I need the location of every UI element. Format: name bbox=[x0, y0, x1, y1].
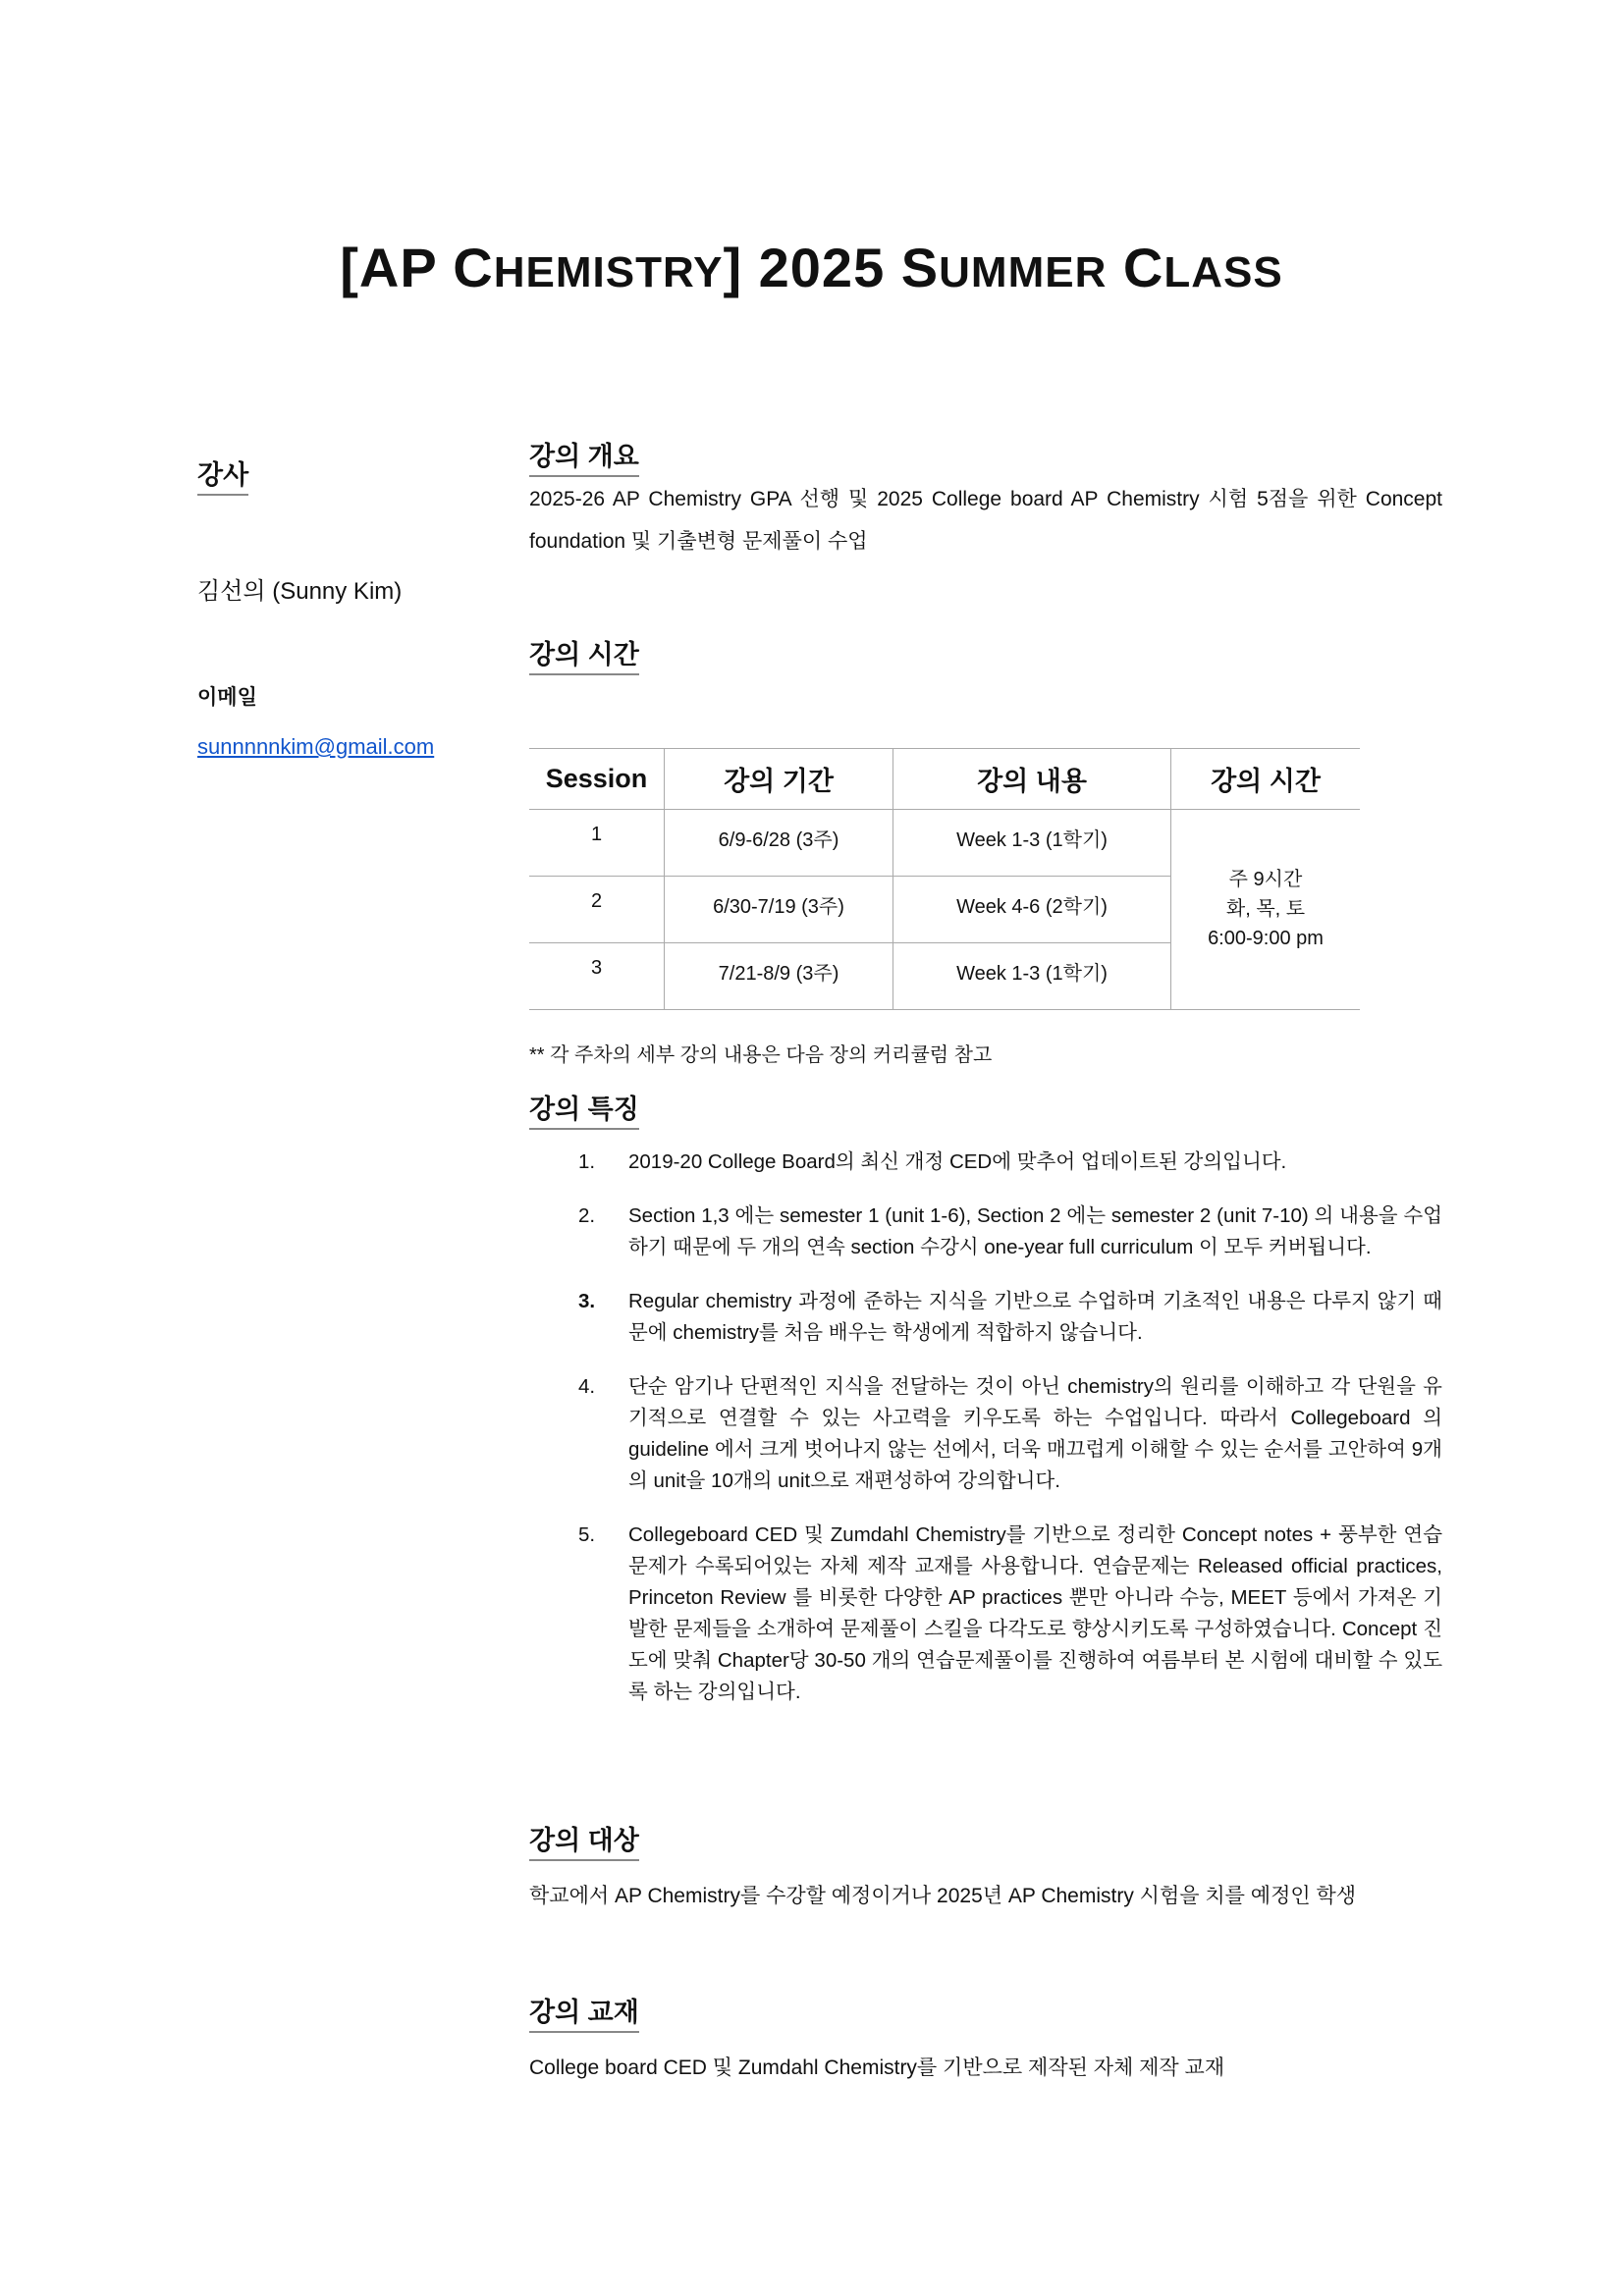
list-item: 4. 단순 암기나 단편적인 지식을 전달하는 것이 아닌 chemistry의 원리를 이해하고 각 단원을 유기적으로 연결할 수 있는 사고력을 키우도록 하는 수업입니다. 따라서 Collegeboard 의 guideline 에서 크게 벗어나지 않는 선에서, 더욱 매끄럽게 이해할 수 있는 순서를 고안하여 9개의 unit을 10개의 unit으로 재편성하여 강의합니다. bbox=[578, 1375, 1442, 1492]
schedule-table bbox=[529, 748, 1360, 1010]
session-cell: 3 bbox=[529, 943, 665, 1010]
session-cell: 2 bbox=[529, 877, 665, 943]
col-content: 강의 내용 bbox=[893, 749, 1171, 810]
features-list bbox=[529, 1147, 1442, 1731]
features-heading: 강의 특징 bbox=[529, 1088, 639, 1126]
time-range: 6:00-9:00 pm bbox=[1208, 928, 1324, 949]
table-header-row bbox=[529, 749, 1360, 810]
schedule-heading: 강의 시간 bbox=[529, 633, 639, 671]
period-cell: 6/9-6/28 (3주) bbox=[665, 810, 893, 877]
table-row bbox=[529, 810, 1360, 877]
page-title: [AP CHEMISTRY] 2025 SUMMER CLASS bbox=[340, 237, 1283, 298]
session-cell: 1 bbox=[529, 810, 665, 877]
list-item: 5. Collegeboard CED 및 Zumdahl Chemistry를 기반으로 정리한 Concept notes + 풍부한 연습문제가 수록되어있는 자체 제작 교재를 사용합니다. 연습문제는 Released official practices, Princeton Review 를 비롯한 다양한 AP practices 뿐만 아니라 수능, MEET 등에서 가져온 기발한 문제들을 소개하여 문제풀이 스킬을 다각도로 향상시키도록 구성하였습니다. Concept 진도에 맞춰 Chapter당 30-50 개의 연습문제풀이를 진행하여 여름부터 본 시험에 대비할 수 있도록 하는 강의입니다. bbox=[578, 1523, 1442, 1703]
time-days: 화, 목, 토 bbox=[1225, 898, 1306, 920]
period-cell: 6/30-7/19 (3주) bbox=[665, 877, 893, 943]
col-period: 강의 기간 bbox=[665, 749, 893, 810]
instructor-heading: 강사 bbox=[197, 454, 248, 492]
overview-text: 2025-26 AP Chemistry GPA 선행 및 2025 College board AP Chemistry 시험 5점을 위한 Concept foundation 및 기출변형 문제풀이 수업 bbox=[529, 488, 1442, 553]
period-cell: 7/21-8/9 (3주) bbox=[665, 943, 893, 1010]
email-label: 이메일 bbox=[197, 686, 257, 709]
textbook-text: College board CED 및 Zumdahl Chemistry를 기반으로 제작된 자체 제작 교재 bbox=[529, 2056, 1225, 2079]
time-cell bbox=[1171, 810, 1361, 1010]
target-text: 학교에서 AP Chemistry를 수강할 예정이거나 2025년 AP Chemistry 시험을 치를 예정인 학생 bbox=[529, 1885, 1357, 1907]
col-time: 강의 시간 bbox=[1171, 749, 1361, 810]
instructor-name: 김선의 (Sunny Kim) bbox=[197, 578, 403, 605]
overview-heading: 강의 개요 bbox=[529, 435, 639, 473]
content-cell: Week 4-6 (2학기) bbox=[893, 877, 1171, 943]
email-link[interactable]: sunnnnnkim@gmail.com bbox=[197, 734, 435, 759]
target-heading: 강의 대상 bbox=[529, 1819, 639, 1857]
list-item: 3. Regular chemistry 과정에 준하는 지식을 기반으로 수업하며 기초적인 내용은 다루지 않기 때문에 chemistry를 처음 배우는 학생에게 적합하지 않습니다. bbox=[578, 1290, 1442, 1344]
textbook-heading: 강의 교재 bbox=[529, 1991, 639, 2029]
list-item: 2. Section 1,3 에는 semester 1 (unit 1-6), Section 2 에는 semester 2 (unit 7-10) 의 내용을 수업하기 때문에 두 개의 연속 section 수강시 one-year full curriculum 이 모두 커버됩니다. bbox=[578, 1204, 1442, 1258]
schedule-note: ** 각 주차의 세부 강의 내용은 다음 장의 커리큘럼 참고 bbox=[529, 1044, 993, 1066]
content-cell: Week 1-3 (1학기) bbox=[893, 943, 1171, 1010]
time-hours: 주 9시간 bbox=[1228, 869, 1303, 890]
col-session: Session bbox=[529, 749, 665, 810]
list-item: 1. 2019-20 College Board의 최신 개정 CED에 맞추어 업데이트된 강의입니다. bbox=[578, 1150, 1287, 1173]
content-cell: Week 1-3 (1학기) bbox=[893, 810, 1171, 877]
